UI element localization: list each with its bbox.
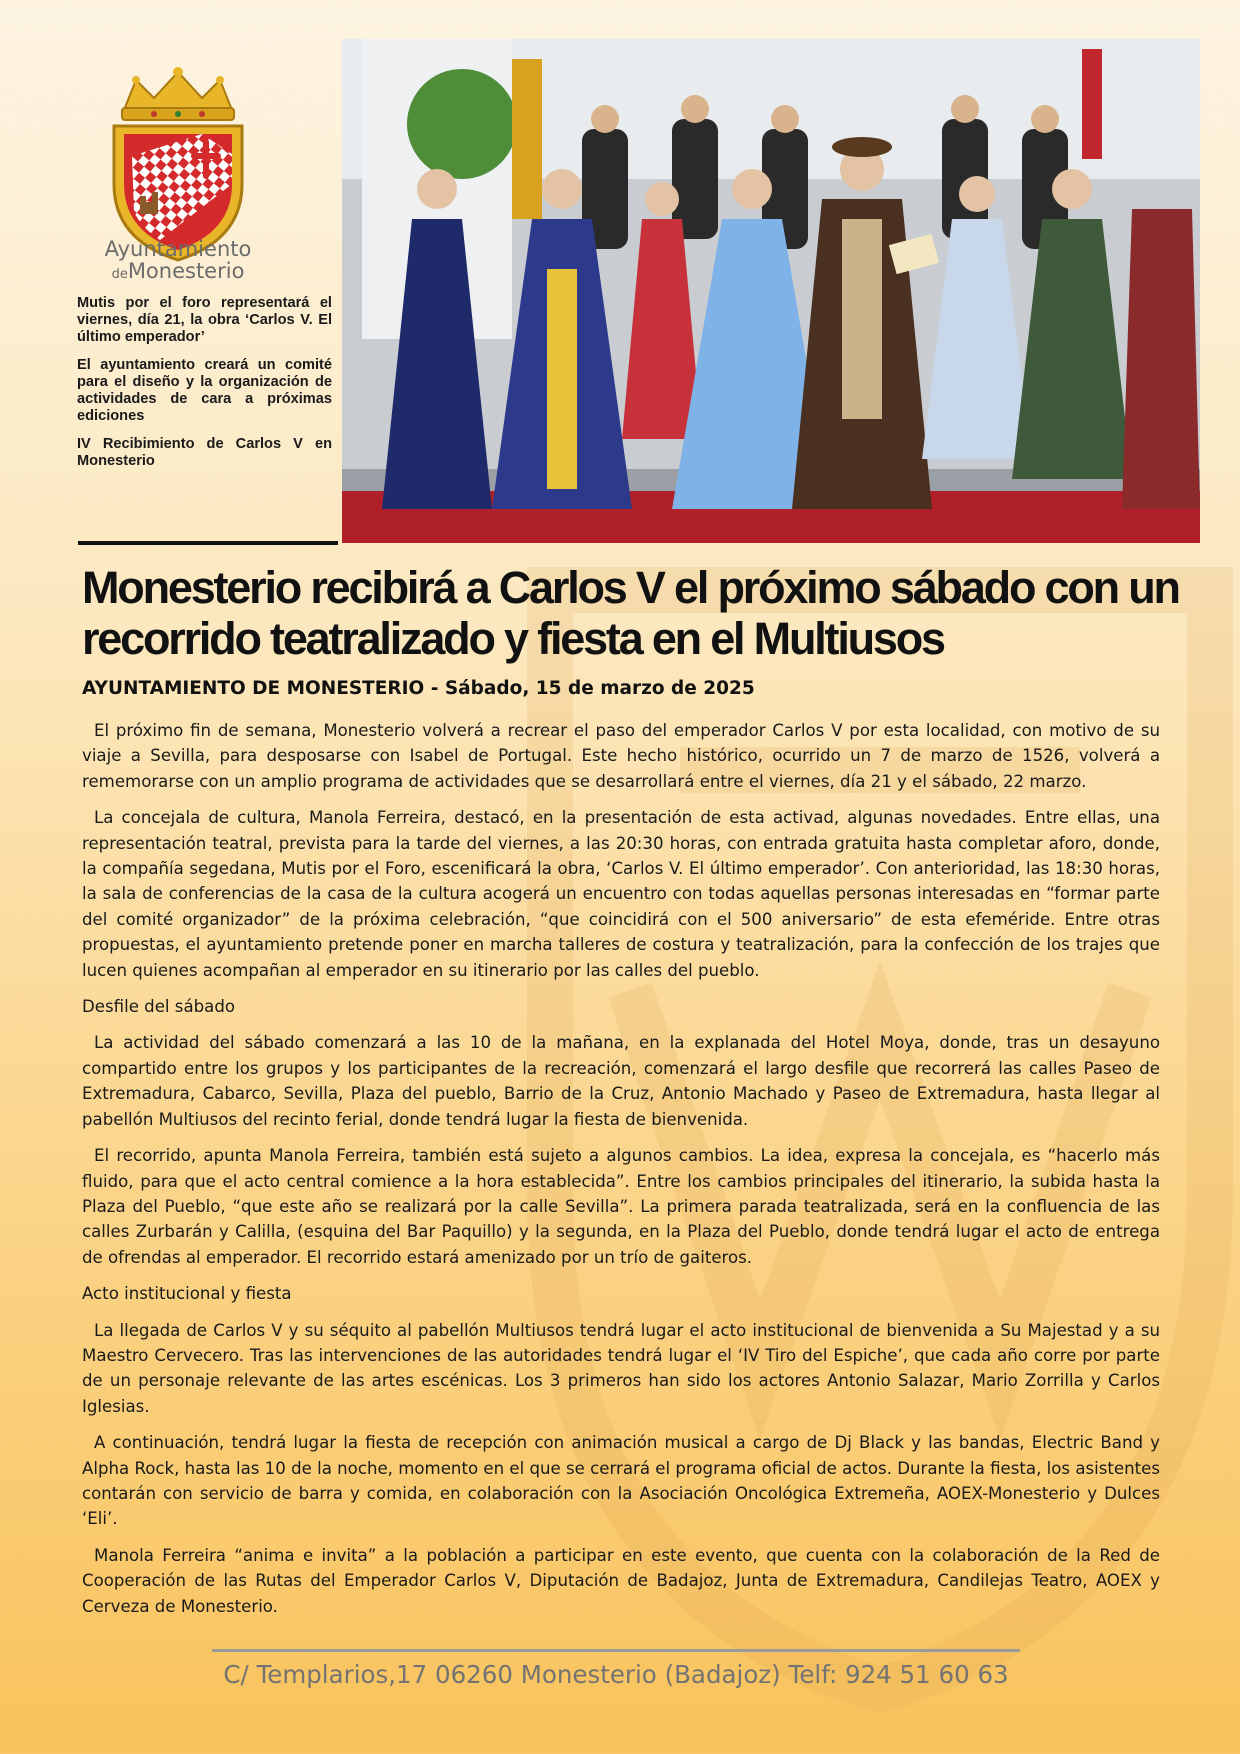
highlight-item: Mutis por el foro representará el viernes, día 21, la obra ‘Carlos V. El último emperador’ — [77, 295, 332, 345]
article-photo — [342, 39, 1200, 543]
logo-name-line2: Monesterio — [127, 259, 245, 283]
article-paragraph: Manola Ferreira “anima e invita” a la población a participar en este evento, que cuenta con la colaboración de la Red de Cooperación de las Rutas del Emperador Carlos V, Diputación de Badajoz, Junta de Extremadura, Candilejas Teatro, AOEX y Cerveza de Monesterio. — [82, 1545, 1160, 1616]
article-headline: Monesterio recibirá a Carlos V el próximo sábado con un recorrido teatralizado y fiesta en el Multiusos — [82, 562, 1179, 664]
costumed-group-photo — [342, 39, 1200, 543]
article-byline: AYUNTAMIENTO DE MONESTERIO - Sábado, 15 de marzo de 2025 — [82, 678, 755, 699]
logo-name-prefix: de — [111, 267, 128, 282]
article-paragraph: El recorrido, apunta Manola Ferreira, también está sujeto a algunos cambios. La idea, expresa la concejala, es “hacerlo más fluido, para que el acto central comience a la hora establecida”. Entre los cambios principales del itinerario, la subida hasta la Plaza del Pueblo, “que este año se realizará por la calle Sevilla”. La primera parada teatralizada, será en la confluencia de las calles Zurbarán y Calilla, (esquina del Bar Paquillo) y la segunda, en la Plaza del Pueblo, donde tendrá lugar el acto de entrega de ofrendas al emperador. El recorrido estará amenizado por un trío de gaiteros. — [82, 1146, 1160, 1267]
article-paragraph: El próximo fin de semana, Monesterio volverá a recrear el paso del emperador Carlos V por esta localidad, con motivo de su viaje a Sevilla, para desposarse con Isabel de Portugal. Este hecho histórico, ocurrido un 7 de marzo de 1526, volverá a rememorarse con un amplio programa de actividades que se desarrollará entre el viernes, día 21 y el sábado, 22 marzo. — [82, 721, 1160, 791]
article-subheading: Acto institucional y fiesta — [82, 1284, 292, 1304]
highlight-item: El ayuntamiento creará un comité para el diseño y la organización de actividades de cara a próximas ediciones — [77, 357, 332, 424]
article-paragraph: A continuación, tendrá lugar la fiesta de recepción con animación musical a cargo de Dj Black y las bandas, Electric Band y Alpha Rock, hasta las 10 de la noche, momento en el que se cerrará el programa oficial de actos. Durante la fiesta, los asistentes contarán con servicio de barra y comida, en colaboración con la Asociación Oncológica Extremeña, AOEX-Monesterio y Dulces ‘Eli’. — [82, 1433, 1160, 1529]
article-paragraph: La llegada de Carlos V y su séquito al pabellón Multiusos tendrá lugar el acto institucional de bienvenida a Su Majestad y a su Maestro Cervecero. Tras las intervenciones de las autoridades tendrá lugar el ‘IV Tiro del Espiche’, que cada año corre por parte de un personaje relevante de las artes escénicas. Los 3 primeros han sido los actores Antonio Salazar, Mario Zorrilla y Carlos Iglesias. — [82, 1320, 1160, 1416]
highlights-divider — [78, 541, 338, 545]
logo-text — [84, 238, 272, 286]
highlights-column — [77, 295, 332, 481]
article-paragraph: La concejala de cultura, Manola Ferreira, destacó, en la presentación de esta activad, algunas novedades. Entre ellas, una representación teatral, prevista para la tarde del viernes, a las 20:30 horas, con entrada gratuita hasta completar aforo, donde, la compañía segedana, Mutis por el Foro, escenificará la obra, ‘Carlos V. El último emperador’. Con anterioridad, las 18:30 horas, la sala de conferencias de la casa de la cultura acogerá un encuentro con todas aquellas personas interesadas en “formar parte del comité organizador” de la próxima celebración, “que coincidirá con el 500 aniversario” de esta efeméride. Entre otras propuestas, el ayuntamiento pretende poner en marcha talleres de costura y teatralización, para la confección de los trajes que lucen quienes acompañan al emperador en su itinerario por las calles del pueblo. — [82, 808, 1160, 980]
article-body — [82, 718, 1160, 1630]
highlight-item: IV Recibimiento de Carlos V en Monesterio — [77, 436, 332, 469]
logo-name-line1: Ayuntamiento — [104, 237, 252, 261]
footer-rule — [212, 1649, 1020, 1652]
article-paragraph: La actividad del sábado comenzará a las 10 de la mañana, en la explanada del Hotel Moya, donde, tras un desayuno compartido entre los grupos y los participantes de la recreación, comenzará el largo desfile que recorrerá las calles Paseo de Extremadura, Cabarco, Sevilla, Plaza del pueblo, Barrio de la Cruz, Antonio Machado y Paseo de Extremadura, hasta llegar al pabellón Multiusos del recinto ferial, donde tendrá lugar la fiesta de bienvenida. — [82, 1033, 1160, 1129]
footer-address: C/ Templarios,17 06260 Monesterio (Badajoz) Telf: 924 51 60 63 — [223, 1660, 1009, 1689]
article-subheading: Desfile del sábado — [82, 997, 236, 1017]
